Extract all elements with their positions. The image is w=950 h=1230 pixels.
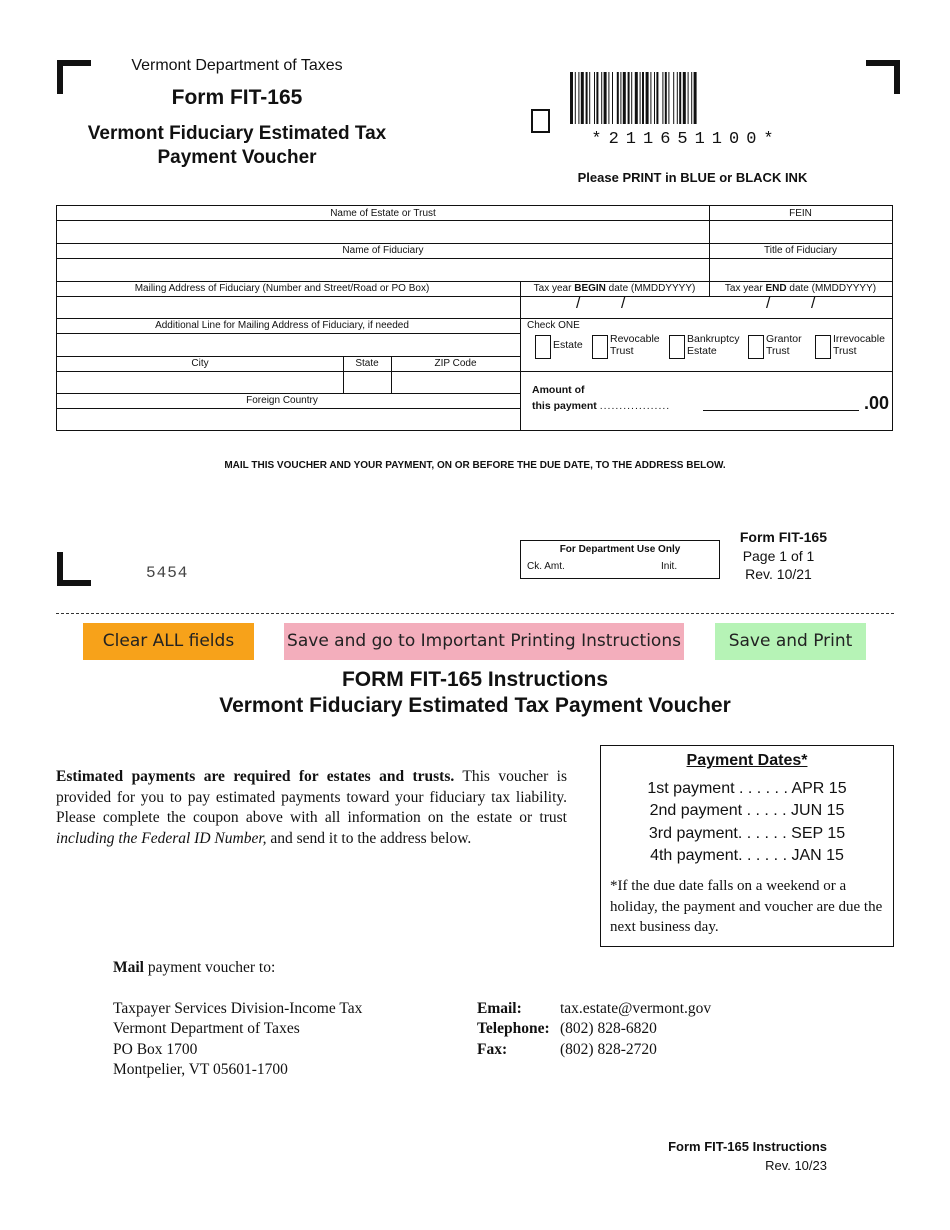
barcode-number: *211651100* xyxy=(591,130,781,149)
checkbox-irrevocable-trust-label: Irrevocable Trust xyxy=(833,333,885,357)
foreign-country-label: Foreign Country xyxy=(246,395,318,406)
department-name: Vermont Department of Taxes xyxy=(131,57,343,74)
voucher-form xyxy=(56,205,893,431)
address-line: Montpelier, VT 05601-1700 xyxy=(113,1061,288,1078)
form-title xyxy=(0,122,474,170)
barcode-bar xyxy=(688,72,689,124)
begin-date-slash-2: / xyxy=(621,295,626,312)
barcode-bar xyxy=(677,72,678,124)
form-name: Form FIT-165 xyxy=(171,86,303,109)
instructions-form-id: Form FIT-165 Instructions xyxy=(668,1139,827,1154)
amount-input[interactable] xyxy=(703,392,859,410)
save-and-go-instructions-button[interactable]: Save and go to Important Printing Instructions xyxy=(284,623,684,660)
foreign-country-input[interactable] xyxy=(57,409,520,430)
checkbox-grantor-trust-label: Grantor Trust xyxy=(766,333,802,357)
voucher-page-number: Page 1 of 1 xyxy=(742,548,815,564)
barcode-bar xyxy=(691,72,692,124)
barcode-bar xyxy=(662,72,663,124)
state-label: State xyxy=(355,358,379,369)
voucher-form-id: Form FIT-165 xyxy=(739,529,827,545)
payment-dates-box xyxy=(600,745,894,947)
begin-date-label: Tax year BEGIN date (MMDDYYYY) xyxy=(533,283,696,294)
fein-input[interactable] xyxy=(710,221,892,243)
corner-mark-bottom-left xyxy=(57,552,91,586)
payment-dates-note: *If the due date falls on a weekend or a holiday, the payment and voucher are due the next business day. xyxy=(610,878,883,935)
fein-label: FEIN xyxy=(789,208,812,219)
barcode-bar xyxy=(623,72,626,124)
barcode-bar xyxy=(673,72,674,124)
barcode-bar xyxy=(640,72,641,124)
instructions-subtitle: Vermont Fiduciary Estimated Tax Payment Voucher xyxy=(219,694,731,717)
clear-all-fields-button[interactable]: Clear ALL fields xyxy=(83,623,254,660)
amount-cents: .00 xyxy=(864,393,890,413)
barcode-bar xyxy=(604,72,607,124)
barcode-bar xyxy=(635,72,638,124)
telephone-label: Telephone: xyxy=(477,1020,550,1037)
checkbox-estate[interactable] xyxy=(535,335,551,359)
fiduciary-title-input[interactable] xyxy=(710,259,892,281)
telephone-value: (802) 828-6820 xyxy=(560,1020,657,1037)
barcode-bar xyxy=(575,72,576,124)
barcode-bar xyxy=(578,72,579,124)
barcode-bar xyxy=(617,72,619,124)
estate-name-label: Name of Estate or Trust xyxy=(330,208,436,219)
barcode-bar xyxy=(586,72,588,124)
additional-address-label: Additional Line for Mailing Address of Fiduciary, if needed xyxy=(155,320,409,331)
end-date-slash-1: / xyxy=(766,295,771,312)
barcode-bar xyxy=(620,72,621,124)
mail-instruction: MAIL THIS VOUCHER AND YOUR PAYMENT, ON OR BEFORE THE DUE DATE, TO THE ADDRESS BELOW. xyxy=(224,460,726,471)
barcode-bar xyxy=(596,72,598,124)
email-value[interactable]: tax.estate@vermont.gov xyxy=(560,1000,712,1017)
address-line: Vermont Department of Taxes xyxy=(113,1020,300,1037)
checkbox-estate-label: Estate xyxy=(553,339,583,351)
address-line: Taxpayer Services Division-Income Tax xyxy=(113,1000,363,1017)
city-label: City xyxy=(191,358,209,369)
voucher-code: 5454 xyxy=(146,564,189,582)
check-amount-label: Ck. Amt. xyxy=(527,561,565,572)
address-line: PO Box 1700 xyxy=(113,1041,198,1058)
barcode-bar xyxy=(668,72,669,124)
payment-date-row: 2nd payment . . . . . JUN 15 xyxy=(649,802,845,819)
fax-value: (802) 828-2720 xyxy=(560,1041,657,1058)
barcode-bar xyxy=(656,72,658,124)
mailing-address-label: Mailing Address of Fiduciary (Number and Street/Road or PO Box) xyxy=(134,283,430,294)
end-date-slash-2: / xyxy=(811,295,816,312)
instructions-revision: Rev. 10/23 xyxy=(765,1158,827,1173)
barcode-bar xyxy=(589,72,590,124)
barcode-image xyxy=(570,72,806,124)
estate-name-input[interactable] xyxy=(57,221,709,243)
instructions-paragraph: Estimated payments are required for estates and trusts. This voucher is provided for you to pay estimated payments toward your fiduciary tax liability. Please complete the coupon above with all information on the estate or trust including the Federal ID Number, and send it to the address below. xyxy=(56,768,567,847)
payment-dates-title: Payment Dates* xyxy=(686,752,808,769)
checkbox-bankruptcy-estate-label: Bankruptcy Estate xyxy=(687,333,740,357)
fiduciary-name-label: Name of Fiduciary xyxy=(342,245,424,256)
fax-label: Fax: xyxy=(477,1041,508,1058)
additional-address-input[interactable] xyxy=(57,334,520,356)
barcode-bar xyxy=(694,72,697,124)
zip-label: ZIP Code xyxy=(434,358,477,369)
amount-label: Amount of this payment .................. xyxy=(532,384,671,412)
instructions-title: FORM FIT-165 Instructions xyxy=(341,668,609,691)
barcode-bar xyxy=(646,72,649,124)
barcode-bar xyxy=(594,72,595,124)
barcode-bar xyxy=(665,72,667,124)
begin-date-input[interactable] xyxy=(521,297,709,318)
city-input[interactable] xyxy=(57,372,343,393)
barcode-bar xyxy=(654,72,655,124)
mailing-address-input[interactable] xyxy=(57,297,520,318)
payment-date-row: 4th payment. . . . . . JAN 15 xyxy=(650,847,844,864)
payment-date-row: 1st payment . . . . . . APR 15 xyxy=(647,780,847,797)
department-use-title: For Department Use Only xyxy=(559,544,681,555)
barcode-bar xyxy=(570,72,573,124)
fiduciary-title-label: Title of Fiduciary xyxy=(764,245,837,256)
zip-input[interactable] xyxy=(392,372,520,393)
barcode-bar xyxy=(650,72,651,124)
barcode-bar xyxy=(642,72,644,124)
print-instruction: Please PRINT in BLUE or BLACK INK xyxy=(577,170,808,185)
voucher-revision: Rev. 10/21 xyxy=(745,566,812,582)
barcode-bar xyxy=(679,72,681,124)
barcode-marker-box xyxy=(531,109,550,133)
barcode-bar xyxy=(608,72,609,124)
end-date-input[interactable] xyxy=(710,297,892,318)
form-title-line1: Vermont Fiduciary Estimated Tax xyxy=(87,123,387,144)
email-label: Email: xyxy=(477,1000,522,1017)
barcode-bar xyxy=(631,72,632,124)
cut-line xyxy=(56,613,894,614)
amount-underline xyxy=(703,410,859,411)
form-title-line2: Payment Voucher xyxy=(157,147,317,168)
state-input[interactable] xyxy=(344,372,391,393)
barcode-bar xyxy=(683,72,686,124)
mail-heading: Mail payment voucher to: xyxy=(113,959,276,976)
barcode-bar xyxy=(581,72,584,124)
save-and-print-button[interactable]: Save and Print xyxy=(715,623,866,660)
checkbox-bankruptcy-estate[interactable] xyxy=(669,335,685,359)
end-date-label: Tax year END date (MMDDYYYY) xyxy=(724,283,877,294)
checkbox-revocable-trust-label: Revocable Trust xyxy=(610,333,660,357)
initials-label: Init. xyxy=(661,561,678,572)
checkbox-revocable-trust[interactable] xyxy=(592,335,608,359)
barcode-bar xyxy=(628,72,630,124)
checkbox-irrevocable-trust[interactable] xyxy=(815,335,831,359)
corner-mark-top-right xyxy=(866,60,900,94)
checkbox-grantor-trust[interactable] xyxy=(748,335,764,359)
barcode-bar xyxy=(612,72,613,124)
payment-date-row: 3rd payment. . . . . . SEP 15 xyxy=(648,825,846,842)
fiduciary-name-input[interactable] xyxy=(57,259,709,281)
check-one-label: Check ONE xyxy=(527,320,580,331)
department-use-box xyxy=(520,540,720,579)
begin-date-slash-1: / xyxy=(576,295,581,312)
barcode-bar xyxy=(601,72,602,124)
